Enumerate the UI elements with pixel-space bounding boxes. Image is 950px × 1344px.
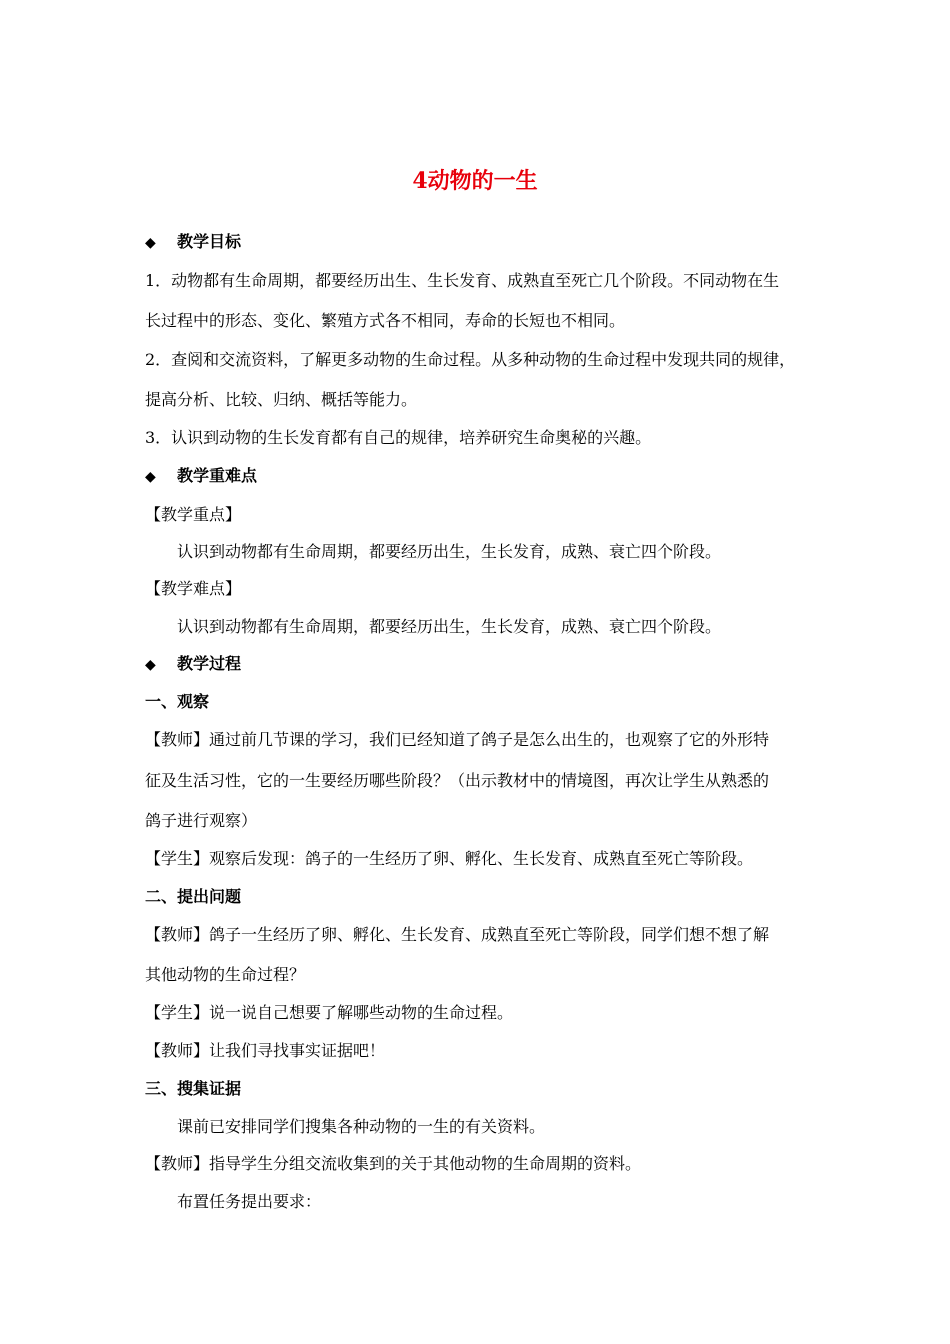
difficult-point-label: 【教学难点】 [145, 579, 242, 598]
key-point-text: 认识到动物都有生命周期，都要经历出生，生长发育，成熟、衰亡四个阶段。 [177, 542, 722, 561]
diamond-bullet-icon: ◆ [145, 235, 156, 251]
goal-1-line-2: 长过程中的形态、变化、繁殖方式各不相同，寿命的长短也不相同。 [145, 311, 626, 330]
part3-task: 布置任务提出要求： [177, 1192, 322, 1211]
part2-teacher-line-1: 【教师】鸽子一生经历了卵、孵化、生长发育、成熟直至死亡等阶段，同学们想不想了解 [145, 925, 770, 944]
part2-teacher-line-2: 其他动物的生命过程？ [145, 965, 306, 984]
part1-teacher-line-1: 【教师】通过前几节课的学习，我们已经知道了鸽子是怎么出生的，也观察了它的外形特 [145, 730, 770, 749]
part2-student: 【学生】说一说自己想要了解哪些动物的生命过程。 [145, 1003, 514, 1022]
goals-heading: ◆ 教学目标 [145, 231, 241, 254]
part1-student: 【学生】观察后发现：鸽子的一生经历了卵、孵化、生长发育、成熟直至死亡等阶段。 [145, 849, 754, 868]
keypoints-heading: ◆ 教学重难点 [145, 465, 257, 488]
part1-teacher-line-2: 征及生活习性，它的一生要经历哪些阶段？（出示教材中的情境图，再次让学生从熟悉的 [145, 771, 770, 790]
part3-teacher: 【教师】指导学生分组交流收集到的关于其他动物的生命周期的资料。 [145, 1154, 642, 1173]
process-heading: ◆ 教学过程 [145, 653, 241, 676]
part1-teacher-line-3: 鸽子进行观察） [145, 811, 258, 830]
diamond-bullet-icon: ◆ [145, 657, 156, 673]
goal-2-line-1: 2．查阅和交流资料，了解更多动物的生命过程。从多种动物的生命过程中发现共同的规律， [145, 350, 796, 369]
part3-intro: 课前已安排同学们搜集各种动物的一生的有关资料。 [177, 1117, 546, 1136]
part2-heading: 二、提出问题 [145, 887, 242, 906]
part2-teacher-line-3: 【教师】让我们寻找事实证据吧！ [145, 1041, 386, 1060]
goal-3: 3．认识到动物的生长发育都有自己的规律，培养研究生命奥秘的兴趣。 [145, 428, 652, 447]
goal-1-line-1: 1．动物都有生命周期，都要经历出生、生长发育、成熟直至死亡几个阶段。不同动物在生 [145, 271, 780, 290]
diamond-bullet-icon: ◆ [145, 469, 156, 485]
difficult-point-text: 认识到动物都有生命周期，都要经历出生，生长发育，成熟、衰亡四个阶段。 [177, 617, 722, 636]
goal-2-line-2: 提高分析、比较、归纳、概括等能力。 [145, 390, 418, 409]
part3-heading: 三、搜集证据 [145, 1079, 242, 1098]
part1-heading: 一、观察 [145, 692, 210, 711]
key-point-label: 【教学重点】 [145, 505, 242, 524]
document-title: 4动物的一生 [412, 168, 538, 194]
